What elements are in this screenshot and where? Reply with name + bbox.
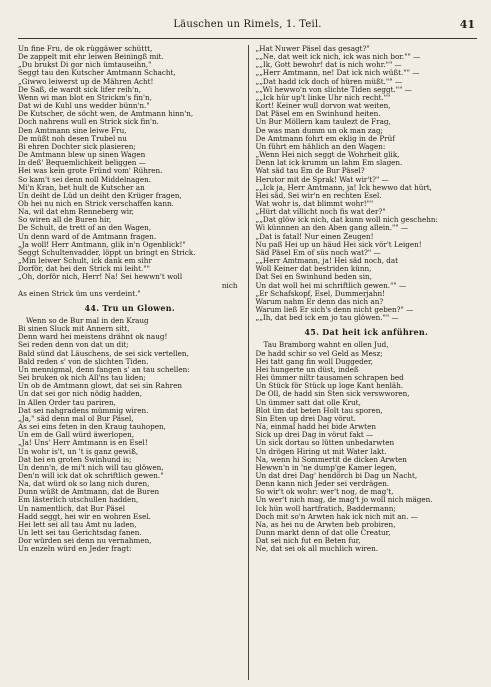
poem-44-body (18, 317, 241, 554)
text-line: Un ob de Amtmann glowt, dat sei sin Rahren (18, 382, 182, 391)
text-line: Bi sinen Sluck mit Annern sitt, (18, 325, 130, 334)
text-line: Un em de Gall würd äwerlopen, (18, 431, 134, 440)
text-line: Dat Sei en Swinhund beden sin, (255, 273, 372, 282)
text-line: Un dat sei gor nich nödig hadden, (18, 390, 143, 399)
text-line: Sick up drei Dag in vörut fakt — (255, 431, 374, 440)
text-line: Hei hungerte un düst, indeß (255, 365, 359, 374)
text-line: Dunn markt denn of dat olle Creatur, (255, 529, 391, 538)
text-line: Un dat drei Dag' hendörch bi Dag un Nacht, (255, 471, 418, 480)
right-column (247, 45, 477, 554)
text-line: „„Wi hewwo'n von slichte Tiden seggt."" — (255, 85, 412, 94)
text-line: Na, einmal hadd hei bide Arwten (255, 423, 376, 432)
column-divider (248, 45, 249, 680)
text-line: „„Ne, dat weit ick nich, ick was nich bor."" — (255, 53, 421, 62)
text-line: „„Ik, Gott bewohr! dat is nich wohr."" — (255, 61, 402, 70)
text-line: „„Dat hadd ick doch of hüren müßt."" — (255, 77, 403, 86)
text-line: „Hürt dat villicht noch fis wat der?" (255, 208, 386, 217)
text-line: Em lästerlich utschullen hadden, (18, 496, 139, 505)
text-line: So wiren all de Buren hir, (18, 216, 112, 225)
text-line: Sei reden denn von dat un dit; (18, 341, 129, 350)
text-line: Un deiht de Lüd un deiht den Krüger fragen, (18, 191, 182, 200)
text-line: „„Herr Amtmann, ja! Hei säd noch, dat (255, 257, 399, 266)
text-line: Un drögen Hiring ut mit Water lakt. (255, 447, 387, 456)
text-line: Hei lett sei all tau Amt nu laden, (18, 520, 137, 529)
poem-heading-44: 44. Tru un Glowen. (84, 302, 175, 313)
text-line: Un lett sei tau Gerichtsdag fanen. (18, 529, 142, 538)
text-line: „Hat Nuwer Päsel das gesagt?" (255, 45, 370, 53)
text-line: Un mennigmal, denn fangen s' an tau schellen: (18, 365, 190, 374)
page-header (18, 16, 477, 39)
text-line: Un namentlich, dat Bur Päsel (18, 504, 126, 513)
text-line: „Wenn Hei nich seggt de Wohrheit glik, (255, 151, 400, 160)
text-line: De zappelt mit ehr leiwen Beiningß mit. (18, 53, 164, 62)
text-line: Seggt tau den Kutscher Amtmann Schacht, (18, 69, 176, 78)
text-line: Un sick dortau so lütten unbedarwten (255, 439, 395, 448)
text-line: Wenn wi man blot en Strickm's fin'n, (18, 93, 152, 102)
columns (18, 45, 477, 554)
text-line: Dunn wüßt de Amtmann, dat de Buren (18, 488, 160, 497)
text-line: As sei eins feten in den Kraug tauhopen, (18, 423, 166, 432)
text-line: De Saß, de wardt sick lifer reih'n, (18, 85, 142, 94)
poem-45-body (255, 341, 477, 553)
text-line: Hei was kein grote Fründ vom' Rühren. (18, 167, 163, 176)
text-line: Dor würden sei denn nu vernahmen, (18, 537, 152, 546)
text-line: So kam't sei denn noll Middelnagen. (18, 175, 151, 184)
text-line: De was man dumm un ok man zag; (255, 126, 383, 135)
text-line: Denn lat ick krumm un lahm Em slagen. (255, 159, 403, 168)
text-line: In Allen Order tau pariren, (18, 398, 116, 407)
text-line: „„Ih, dat bed ick em jo tau glöwen."" — (255, 314, 399, 323)
running-title: Läuschen un Rimels, 1. Teil. (173, 19, 322, 30)
text-line: „„Dat glöw ick nich, dat kunn woll nich geschehn: (255, 216, 438, 225)
text-line: Ick hün woll hartfratich, Baddermann; (255, 504, 396, 513)
poem-heading-45: 45. Dat heit ick anführen. (304, 327, 429, 338)
text-line: Mi'n Kran, bet hult de Kutscher an (18, 183, 145, 192)
text-line: Un denn ward of de Amtmann fragen. (18, 232, 157, 241)
text-line: Sei bruken ok nich All'ns tau liden; (18, 374, 146, 383)
text-line: „Du brukst Di gor nich ümtauseihn," (18, 61, 152, 70)
text-line: Wenn so de Bur mal in den Kraug (26, 317, 149, 325)
text-line: Doch nahrens wull en Strick sick fin'n. (18, 118, 159, 127)
text-line: Ne, dat sei ok all muchlich wiren. (255, 545, 379, 554)
text-line: De Amtmann blew up sinen Wagen (18, 151, 146, 160)
text-line: „Er Schafskopf, Esel, Dummerjahn! (255, 289, 386, 298)
text-line: Dat Päsel em en Swinhund heiten. (255, 110, 381, 119)
text-line: Hewwn'n in 'ne dump'ge Kamer legen, (255, 463, 397, 472)
text-line: De müßt noh desen Trubel nu (18, 134, 127, 143)
text-line: nich (221, 281, 238, 290)
text-line: Sin Eten up drei Dag vörut. (255, 414, 356, 423)
text-line: Un Bur Möllern kam taulezt de Frag, (255, 118, 391, 127)
text-line: Kort! Keiner wull dorvon wat weiten, (255, 102, 391, 111)
text-line: Un ümmer satt dat olle Krut, (255, 398, 361, 407)
text-line: Un denn'n, de mi't nich will tau glöwen, (18, 463, 164, 472)
text-line: Dat hei en groten Swinhund is; (18, 455, 132, 464)
text-line: Wat wohr is, dat blimmt wohr!"" (255, 199, 374, 208)
text-line: De hadd schir so vel Geld as Mesz; (255, 349, 383, 358)
text-line: Warum nahm Er denn das nich an? (255, 297, 384, 306)
text-line: „Ja! Uns' Herr Amtmann is en Esel! (18, 439, 148, 448)
text-line: Hei tatt gang fin woll Duggeder, (255, 357, 373, 366)
text-line: Seggt Schultenvadder, löppt un bringt en Strick. (18, 248, 196, 257)
text-line: „„Herr Amtmann, ne! Dat ick nich wüßt."" — (255, 69, 420, 78)
text-line: Bald sünd dat Läuschens, de sei sick vertellen, (18, 349, 189, 358)
text-line: Hei ümmer niltr tausamen schrapen bed (255, 374, 404, 383)
text-line: Un enzeln würd en Jeder fragt: (18, 545, 132, 554)
text-line: De Schult, de trett of an den Wagen, (18, 224, 152, 233)
text-line: Na, wil dat ehm Renneberg wir, (18, 208, 134, 217)
text-line: Säd Päsel Em of süs noch wat?" — (255, 248, 381, 257)
text-line: Un dat woll hei mi schriftlich gewen."" — (255, 281, 407, 290)
text-line: Bi ehren Dochter sick plasieren; (18, 142, 136, 151)
text-line: Wi künnnen an den Aben gang allein."" — (255, 224, 409, 233)
text-line: „Ja woll! Herr Amtmann, glik in'n Ogenblick!" (18, 240, 186, 249)
poem-44-continuation (255, 45, 477, 322)
text-line: Na, wenn hi Sommertit de dicken Arwten (255, 455, 407, 464)
text-line: De Kutscher, de söcht wen, de Amtmann hinn'n, (18, 110, 194, 119)
text-line: „Ja," säd denn mal ol Bur Päsel, (18, 414, 134, 423)
text-line: „„Ick hür up't linke Ühr nich recht."" (255, 93, 391, 102)
text-line: Un Stück för Stück up loge Kant henläh. (255, 382, 404, 391)
text-line: Warum ließ Er sich's denn nicht geben?" — (255, 306, 414, 314)
left-column (18, 45, 247, 554)
text-line: Na, dat würd ok so lang nich duren, (18, 480, 150, 489)
text-line: Tau Bramborg wahnt en ollen Jud, (263, 341, 389, 350)
text-line: Na, as hei nu de Arwten beb probiren, (255, 520, 396, 529)
text-line: „„Ick ja, Herr Amtmann, ja! Ick hewwo dat hürt, (255, 183, 432, 192)
text-line: Dat sei nich fut en Beten fur, (255, 537, 361, 546)
text-line: Den'n will ick dat ok schriftlich gewen." (18, 471, 164, 480)
text-line: Ob hei nu nich en Strick verschaffen kann. (18, 199, 174, 208)
text-line: De Amtmann fohrt em eklig in de Prüf (255, 134, 395, 143)
text-line: Doch mit so'n Arwten hak ick nich mit an. — (255, 512, 418, 521)
text-line: Hei säd, Sei wir'n en rechten Esel. (255, 191, 382, 200)
text-line: Dat wi de Kuhl uns wedder bünn'n." (18, 102, 150, 111)
text-line: Hadd seggt, hei wir en wohren Esel. (18, 512, 151, 521)
text-line: Den Amtmann sine leiwe Fru, (18, 126, 127, 135)
text-line: „Oh, dorför nich, Herr! Na! Sei hewwn't woll (18, 273, 183, 282)
text-line: Dorför, dat hei den Strick mi leiht."" (18, 265, 150, 274)
text-line: In deß' Bequemlichkeit beliggen — (18, 159, 146, 168)
text-line: Denn ward hei meistens drähnt ok naug! (18, 333, 168, 342)
poem-43-continuation (18, 45, 241, 282)
text-line: Dat sei nahgradens mümmig wiren. (18, 406, 149, 415)
poem-43-ending (18, 290, 241, 298)
text-line: Un führt em hählich an den Wagen: (255, 142, 386, 151)
text-line: Nu paß Hei up un häud Hei sick vör't Leigen! (255, 240, 422, 249)
text-line: Herutor mit de Sprak! Wat wir't?" — (255, 175, 389, 184)
text-line: Un wer't nich mag, de mag't jo woll nich mägen. (255, 496, 433, 505)
text-line: „Giwwo leiwerst up de Mähren Acht! (18, 77, 154, 86)
page-number: 41 (459, 18, 475, 31)
text-line: Blot üm dat beten Holt tau sporen, (255, 406, 383, 415)
text-line: De Oll, de hadd sin Sten sick verswworen, (255, 390, 410, 399)
text-line: Bald reden s' von de slichten Tiden. (18, 357, 149, 366)
text-line: „Min leiwer Schult, ick dank em sihr (18, 257, 152, 266)
text-line: Wat säd tau Em de Bur Päsel? (255, 167, 365, 176)
text-line: Woll Keiner dat bestriden künn, (255, 265, 372, 274)
text-line: So wir't ok wohr: wer't nog, de mag't, (255, 488, 394, 497)
text-line: As einen Strick üm uns verdeint." (18, 289, 141, 298)
text-line: Denn kann nich Jeder sei verdrägen. (255, 480, 390, 489)
text-line: „Dat is fatal! Nur einen Zeugen! (255, 232, 374, 241)
text-line: Un fine Fru, de ok rüggäwer schüttt, (18, 45, 153, 53)
text-line: Un wohr is't, un 't is ganz gewiß, (18, 447, 139, 456)
